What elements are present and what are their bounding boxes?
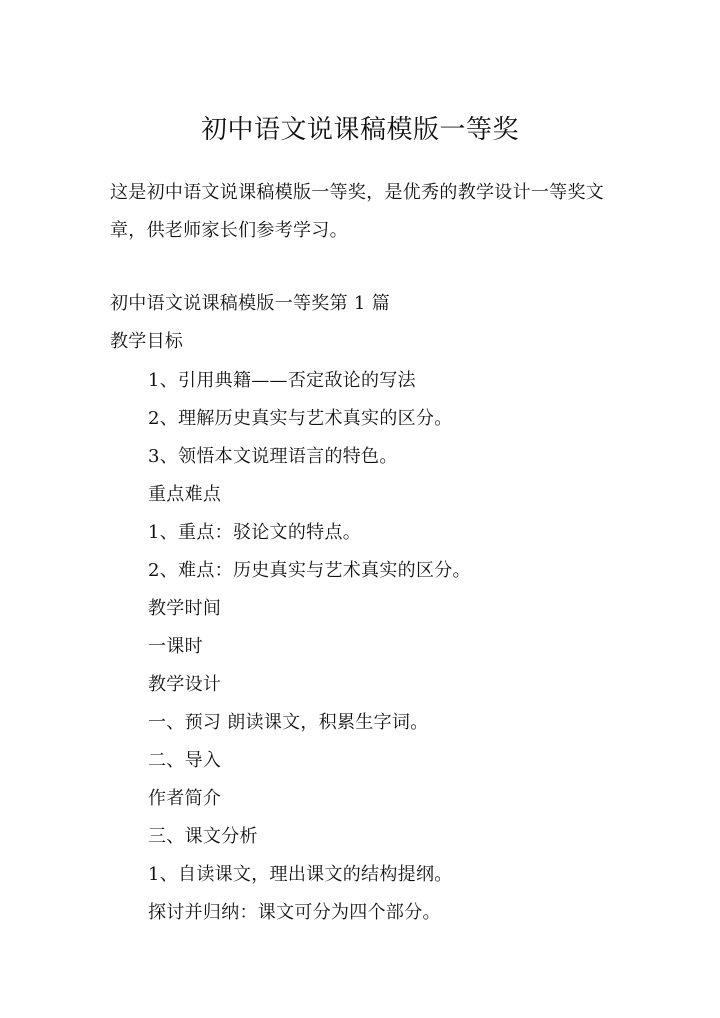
time-heading: 教学时间 bbox=[148, 598, 222, 619]
design-heading: 教学设计 bbox=[148, 674, 222, 695]
objectives-heading: 教学目标 bbox=[110, 331, 184, 352]
key-point-item: 1、重点：驳论文的特点。 bbox=[148, 522, 362, 543]
design-step: 探讨并归纳：课文可分为四个部分。 bbox=[148, 902, 441, 923]
time-value: 一课时 bbox=[148, 636, 203, 657]
key-points-heading: 重点难点 bbox=[148, 484, 222, 505]
design-step: 1、自读课文，理出课文的结构提纲。 bbox=[148, 864, 453, 885]
design-step: 作者简介 bbox=[148, 788, 222, 809]
key-point-item: 2、难点：历史真实与艺术真实的区分。 bbox=[148, 560, 471, 581]
design-step: 一、预习 朗读课文，积累生字词。 bbox=[148, 712, 429, 733]
objective-item: 1、引用典籍——否定敌论的写法 bbox=[148, 370, 416, 391]
objective-item: 2、理解历史真实与艺术真实的区分。 bbox=[148, 408, 453, 429]
section-heading: 初中语文说课稿模版一等奖第 1 篇 bbox=[110, 293, 390, 314]
objective-item: 3、领悟本文说理语言的特色。 bbox=[148, 446, 398, 467]
intro-paragraph: 这是初中语文说课稿模版一等奖，是优秀的教学设计一等奖文章，供老师家长们参考学习。 bbox=[110, 182, 605, 241]
design-step: 二、导入 bbox=[148, 750, 222, 771]
design-step: 三、课文分析 bbox=[148, 826, 258, 847]
document-title: 初中语文说课稿模版一等奖 bbox=[200, 115, 519, 145]
